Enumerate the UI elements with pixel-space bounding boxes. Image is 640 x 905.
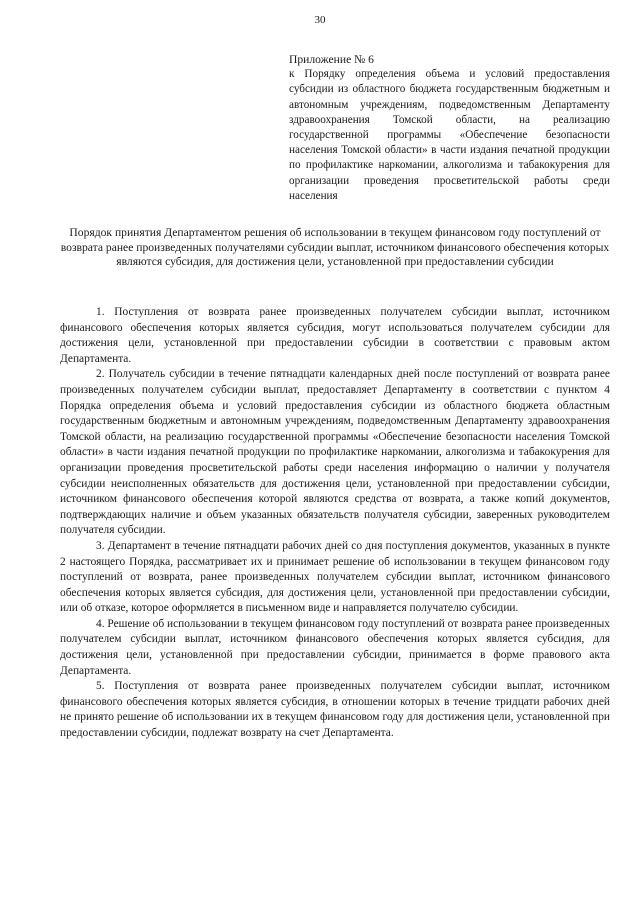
page-number: 30: [314, 14, 326, 26]
appendix-block: [289, 52, 610, 204]
appendix-text: к Порядку определения объема и условий предоставления субсидии из областного бюджета государственным бюджетным и автономным учреждениям, подведомственным Департаменту здравоохранения Томской области, на реализацию государственной программы «Обеспечение безопасности населения Томской области» в части издания печатной продукции по профилактике наркомании, алкоголизма и табакокурения для организации проведения просветительской работы среди населения: [289, 68, 610, 202]
document-title: Порядок принятия Департаментом решения об использовании в текущем финансовом году поступлений от возврата ранее произведенных получателями субсидии выплат, источником финансового обеспечения которых являются субсидия, для достижения цели, установленной при предоставлении субсидии: [60, 226, 610, 269]
paragraph-3: 3. Департамент в течение пятнадцати рабочих дней со дня поступления документов, указанных в пункте 2 настоящего Порядка, рассматривает их и принимает решение об использовании в текущем финансовом году поступлений от возврата, ранее произведенных получателем субсидии выплат, источником финансового обеспечения которых является субсидия, для достижения цели, установленной при предоставлении субсидии, или об отказе, которое оформляется в письменном виде и направляется получателю субсидии.: [60, 539, 610, 615]
paragraph-1: 1. Поступления от возврата ранее произведенных получателем субсидии выплат, источником финансового обеспечения которых является субсидия, могут использоваться получателем субсидии для достижения цели, установленной при предоставлении субсидии в соответствии с правовым актом Департамента.: [60, 306, 610, 365]
paragraph-4: 4. Решение об использовании в текущем финансовом году поступлений от возврата ранее произведенных получателем субсидии выплат, источником финансового обеспечения которых является субсидия, для достижения цели, установленной при предоставлении субсидии, принимается в форме правового акта Департамента.: [60, 617, 610, 677]
appendix-title: Приложение № 6: [289, 53, 374, 66]
paragraph-2: 2. Получатель субсидии в течение пятнадцати календарных дней после поступлений от возврата ранее произведенных получателем субсидии выплат, предоставляет Департаменту в соответствии с пунктом 4 Порядка определения объема и условий предоставления субсидии из областного бюджета областным государственным бюджетным и автономным учреждениям, подведомственным Департаменту здравоохранения Томской области, на реализацию государственной программы «Обеспечение безопасности населения Томской области» в части издания печатной продукции по профилактике наркомании, алкоголизма и табакокурения для организации проведения просветительской работы среди населения информацию о наличии у получателя субсидии неисполненных обязательств для достижения цели, установленной при предоставлении субсидии, источником финансового обеспечения которой являются средства от возврата, а также копий документов, подтверждающих наличие и объем указанных обязательств получателя субсидии, заверенных руководителем получателя субсидии.: [60, 368, 610, 537]
paragraph-5: 5. Поступления от возврата ранее произведенных получателем субсидии выплат, источником финансового обеспечения которых является субсидия, в отношении которых в течение тридцати рабочих дней не принято решение об использовании их в текущем финансовом году для достижения цели, установленной при предоставлении субсидии, подлежат возврату на счет Департамента.: [60, 680, 610, 740]
document-body: [60, 305, 610, 742]
